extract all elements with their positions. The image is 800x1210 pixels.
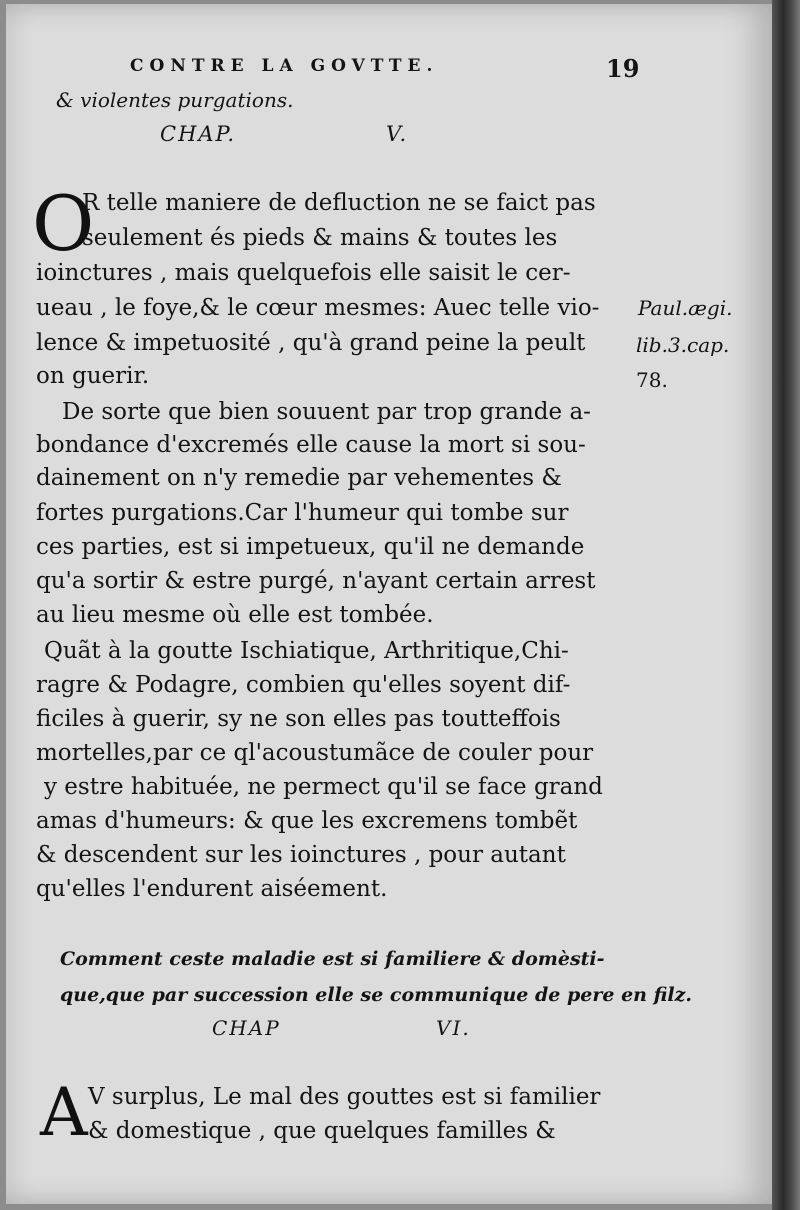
text-line: qu'a sortir & estre purgé, n'ayant certain arrest [36, 568, 596, 594]
text-line: on guerir. [36, 363, 150, 389]
text-line: ueau , le foye,& le cœur mesmes: Auec telle vio- [36, 295, 600, 321]
text-line: R telle maniere de defluction ne se faict pas [82, 190, 596, 216]
chapter-6-number: VI. [436, 1016, 471, 1040]
margin-note-line: Paul.ægi. [638, 296, 733, 320]
text-line: dainement on n'y remedie par vehementes & [36, 465, 562, 491]
text-line: ficiles à guerir, sy ne son elles pas toutteffois [36, 706, 561, 732]
chapter-6-label: CHAP [212, 1016, 281, 1040]
text-line: amas d'humeurs: & que les excremens tombẽt [36, 808, 578, 834]
chapter-6-rubric-line: Comment ceste maladie est si familiere & domèsti- [60, 948, 605, 970]
margin-note-line: 78. [636, 368, 668, 392]
chapter-6-rubric-line: que,que par succession elle se communique de pere en filz. [60, 984, 693, 1006]
text-line: y estre habituée, ne permect qu'il se face grand [44, 774, 603, 800]
drop-cap-a: A [40, 1074, 88, 1151]
chapter-5-number: V. [386, 122, 409, 146]
text-line: bondance d'excremés elle cause la mort si sou- [36, 432, 586, 458]
text-line: & descendent sur les ioinctures , pour autant [36, 842, 566, 868]
page-gutter-edge [772, 0, 800, 1210]
running-head: CONTRE LA GOVTTE. [130, 56, 439, 76]
text-line: lence & impetuosité , qu'à grand peine la peult [36, 330, 586, 356]
drop-cap-o: O [32, 179, 95, 268]
text-line: ioinctures , mais quelquefois elle saisit le cer- [36, 260, 571, 286]
text-line: & domestique , que quelques familles & [88, 1118, 556, 1144]
text-line: mortelles,par ce ql'acoustumãce de couler pour [36, 740, 594, 766]
chapter-5-label: CHAP. [160, 122, 237, 146]
text-line: au lieu mesme où elle est tombée. [36, 602, 434, 628]
text-line: V surplus, Le mal des gouttes est si familier [88, 1084, 601, 1110]
text-line: De sorte que bien souuent par trop grande a- [62, 399, 591, 425]
text-line: qu'elles l'endurent aiséement. [36, 876, 388, 902]
text-line: ces parties, est si impetueux, qu'il ne demande [36, 534, 585, 560]
previous-chapter-tail: & violentes purgations. [56, 88, 294, 112]
text-line: seulement és pieds & mains & toutes les [82, 225, 558, 251]
page-number: 19 [606, 54, 640, 83]
text-line: fortes purgations.Car l'humeur qui tombe sur [36, 500, 569, 526]
margin-note-line: lib.3.cap. [636, 333, 730, 357]
text-line: ragre & Podagre, combien qu'elles soyent dif- [36, 672, 571, 698]
text-line: Quãt à la goutte Ischiatique, Arthritique,Chi- [44, 638, 569, 664]
